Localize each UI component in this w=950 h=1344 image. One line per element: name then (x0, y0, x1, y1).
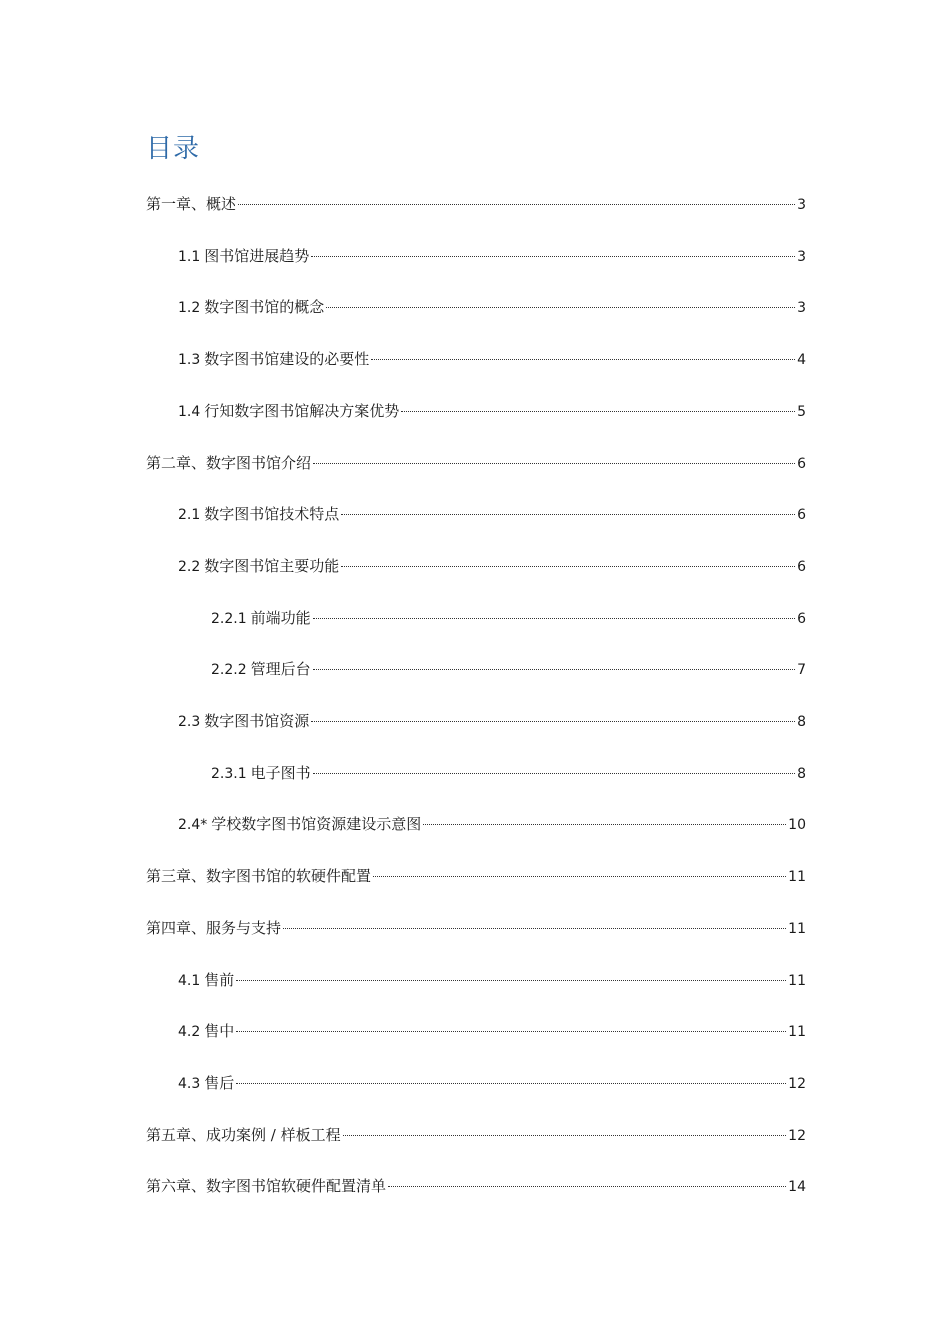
toc-entry-number: 4.3 (178, 1075, 201, 1092)
toc-entry-number: 2.4* (178, 817, 208, 834)
toc-entry[interactable] (178, 347, 806, 371)
toc-entry[interactable] (178, 812, 806, 836)
toc-dot-leader (326, 307, 795, 308)
toc-dot-leader (388, 1186, 786, 1187)
toc-entry-label: 图书馆进展趋势 (204, 246, 310, 265)
toc-entry-label: 第二章、数字图书馆介绍 (146, 453, 312, 472)
toc-entry[interactable] (146, 916, 806, 940)
toc-entry-label: 学校数字图书馆资源建设示意图 (211, 815, 422, 834)
toc-dot-leader (313, 463, 795, 464)
toc-entry-label: 售中 (204, 1022, 235, 1041)
toc-entry-page: 10 (788, 817, 806, 834)
toc-entry[interactable] (211, 761, 806, 785)
toc-entry-label: 第五章、成功案例 / 样板工程 (146, 1125, 341, 1144)
toc-entry-page: 11 (788, 972, 806, 989)
toc-entry[interactable] (178, 399, 806, 423)
toc-entry-page: 14 (788, 1179, 806, 1196)
toc-entry-number: 2.1 (178, 507, 201, 524)
toc-entry[interactable] (178, 554, 806, 578)
toc-entry-number: 1.1 (178, 248, 201, 265)
toc-dot-leader (373, 876, 786, 877)
toc-entry[interactable] (178, 968, 806, 992)
toc-entry-page: 6 (797, 558, 806, 575)
toc-entry-label: 第六章、数字图书馆软硬件配置清单 (146, 1177, 387, 1196)
toc-dot-leader (313, 669, 795, 670)
toc-entry-number: 2.2.2 (211, 662, 247, 679)
toc-dot-leader (401, 411, 795, 412)
toc-entry[interactable] (178, 1071, 806, 1095)
toc-entry-number: 2.2 (178, 558, 201, 575)
toc-entry-label: 售后 (204, 1073, 235, 1092)
toc-entry-page: 4 (797, 352, 806, 369)
toc-entry-number: 2.3.1 (211, 765, 247, 782)
toc-dot-leader (236, 980, 786, 981)
toc-entry-number: 4.1 (178, 972, 201, 989)
toc-entry-page: 7 (797, 662, 806, 679)
toc-entry-page: 11 (788, 920, 806, 937)
toc-entry[interactable] (146, 192, 806, 216)
toc-entry-number: 1.2 (178, 300, 201, 317)
toc-entry[interactable] (178, 709, 806, 733)
toc-entry-page: 11 (788, 1024, 806, 1041)
toc-entry[interactable] (178, 295, 806, 319)
toc-dot-leader (238, 204, 795, 205)
toc-entry-label: 第三章、数字图书馆的软硬件配置 (146, 867, 372, 886)
toc-dot-leader (341, 514, 795, 515)
toc-entry[interactable] (178, 502, 806, 526)
toc-entry[interactable] (211, 606, 806, 630)
toc-entry-label: 行知数字图书馆解决方案优势 (204, 401, 400, 420)
toc-entry-number: 2.2.1 (211, 610, 247, 627)
toc-title: 目录 (146, 134, 201, 164)
toc-entry-label: 第四章、服务与支持 (146, 918, 282, 937)
toc-entry[interactable] (146, 1123, 806, 1147)
toc-entry[interactable] (146, 864, 806, 888)
toc-dot-leader (341, 566, 795, 567)
toc-entry-page: 6 (797, 455, 806, 472)
toc-entry-page: 3 (797, 197, 806, 213)
toc-entry-label: 售前 (204, 970, 235, 989)
toc-entry[interactable] (178, 1019, 806, 1043)
toc-entry-page: 12 (788, 1075, 806, 1092)
toc-entry-page: 6 (797, 507, 806, 524)
toc-entry-page: 6 (797, 610, 806, 627)
toc-dot-leader (371, 359, 795, 360)
toc-dot-leader (343, 1135, 787, 1136)
toc-entry-label: 数字图书馆建设的必要性 (204, 350, 370, 369)
toc-entry[interactable] (146, 451, 806, 475)
toc-dot-leader (236, 1031, 786, 1032)
toc-entry-page: 11 (788, 869, 806, 886)
toc-entry[interactable] (146, 1174, 806, 1198)
toc-entry-page: 3 (797, 248, 806, 265)
toc-entry-label: 数字图书馆主要功能 (204, 556, 340, 575)
toc-dot-leader (236, 1083, 786, 1084)
toc-entry-page: 8 (797, 765, 806, 782)
toc-entry-label: 电子图书 (250, 763, 311, 782)
toc-entry-label: 数字图书馆的概念 (204, 298, 325, 317)
toc-entry-label: 前端功能 (250, 608, 311, 627)
toc-dot-leader (283, 928, 786, 929)
toc-dot-leader (311, 256, 795, 257)
toc-entry-number: 4.2 (178, 1024, 201, 1041)
toc-entry-page: 3 (797, 300, 806, 317)
toc-entry-label: 管理后台 (250, 660, 311, 679)
toc-entry-page: 5 (797, 403, 806, 420)
toc-entry[interactable] (211, 657, 806, 681)
toc-dot-leader (311, 721, 795, 722)
toc-entry-page: 8 (797, 714, 806, 730)
toc-entry-number: 2.3 (178, 714, 201, 730)
toc-entry-page: 12 (788, 1127, 806, 1144)
toc-dot-leader (313, 618, 795, 619)
toc-dot-leader (423, 824, 786, 825)
toc-dot-leader (313, 773, 795, 774)
toc-entry-label: 数字图书馆资源 (204, 712, 310, 730)
toc-entry-number: 1.4 (178, 403, 201, 420)
toc-entry-label: 第一章、概述 (146, 195, 237, 213)
toc-entry[interactable] (178, 244, 806, 268)
toc-entry-label: 数字图书馆技术特点 (204, 505, 340, 524)
toc-entry-number: 1.3 (178, 352, 201, 369)
